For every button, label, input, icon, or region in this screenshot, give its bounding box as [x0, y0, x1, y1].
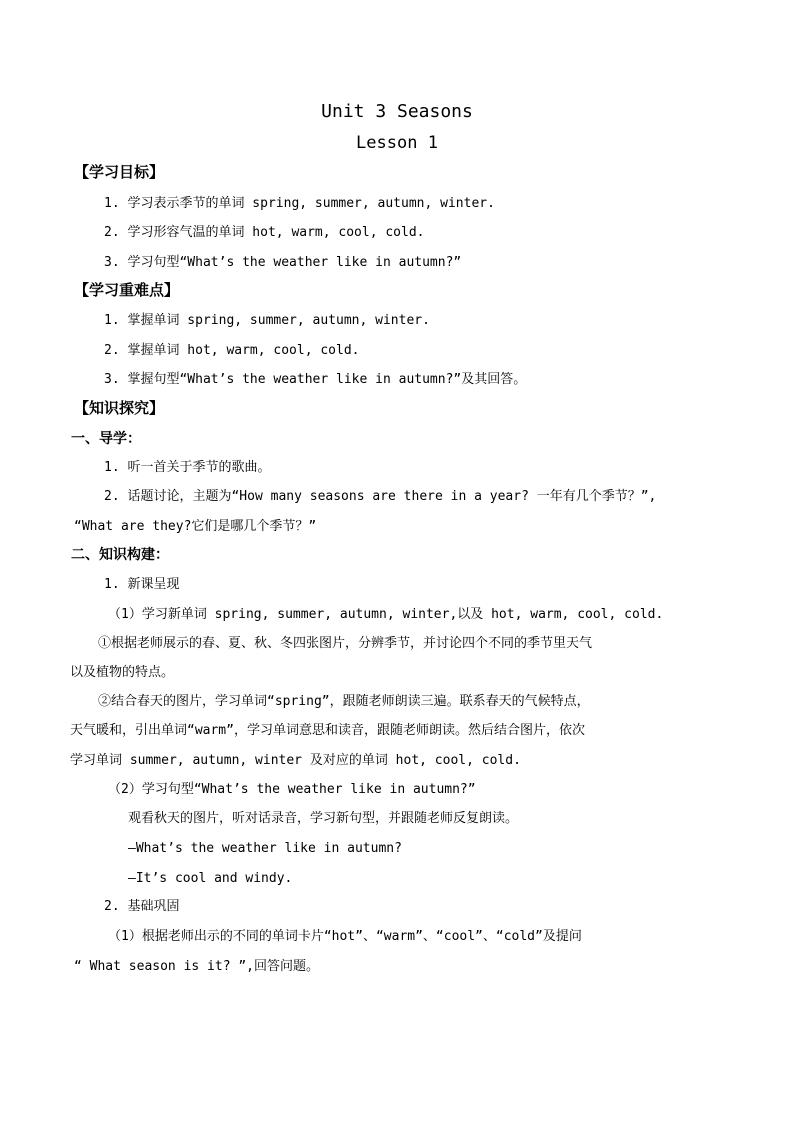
section2-line: （1）学习新单词 spring, summer, autumn, winter,以及 hot, warm, cool, cold. — [108, 607, 664, 622]
goal-item: 2. 学习形容气温的单词 hot, warm, cool, cold. — [104, 225, 425, 240]
section2-line: 1. 新课呈现 — [104, 577, 180, 592]
goals-heading: 【学习目标】 — [74, 163, 165, 181]
section2-line: 2. 基础巩固 — [104, 899, 180, 914]
goal-item: 3. 学习句型“What’s the weather like in autumn?” — [104, 255, 462, 270]
section1-item: 2. 话题讨论，主题为“How many seasons are there in a year? 一年有几个季节？”, — [104, 489, 657, 504]
section2-line: 学习单词 summer, autumn, winter 及对应的单词 hot, cool, cold. — [70, 753, 521, 768]
document-title: Unit 3 Seasons — [321, 101, 473, 122]
keypoint-item: 2. 掌握单词 hot, warm, cool, cold. — [104, 343, 360, 358]
section2-line: （2）学习句型“What’s the weather like in autumn?” — [108, 782, 476, 797]
section2-line: 观看秋天的图片，听对话录音，学习新句型，并跟随老师反复朗读。 — [128, 811, 519, 826]
keypoint-item: 1. 掌握单词 spring, summer, autumn, winter. — [104, 313, 430, 328]
section2-line: ②结合春天的图片，学习单词“spring”，跟随老师朗读三遍。联系春天的气候特点， — [98, 694, 590, 709]
section1-item: “What are they?它们是哪几个季节？” — [74, 519, 317, 534]
section2-line: 以及植物的特点。 — [70, 665, 175, 680]
section2-line: —It’s cool and windy. — [128, 871, 293, 886]
lesson-subtitle: Lesson 1 — [356, 133, 438, 153]
section2-line: ①根据老师展示的春、夏、秋、冬四张图片，分辨季节，并讨论四个不同的季节里天气 — [98, 636, 593, 651]
section2-line: （1）根据老师出示的不同的单词卡片“hot”、“warm”、“cool”、“cold”及提问 — [108, 929, 582, 944]
section2-line: —What’s the weather like in autumn? — [128, 841, 402, 856]
section1-heading: 一、导学： — [71, 431, 141, 447]
section2-line: 天气暖和，引出单词“warm”，学习单词意思和读音，跟随老师朗读。然后结合图片，依次 — [70, 723, 585, 738]
goal-item: 1. 学习表示季节的单词 spring, summer, autumn, winter. — [104, 196, 495, 211]
section2-line: “ What season is it? ”,回答问题。 — [74, 959, 320, 974]
section2-heading: 二、知识构建： — [71, 547, 169, 563]
keypoint-item: 3. 掌握句型“What’s the weather like in autumn?”及其回答。 — [104, 372, 527, 387]
explore-heading: 【知识探究】 — [74, 399, 165, 417]
section1-item: 1. 听一首关于季节的歌曲。 — [104, 460, 271, 475]
keypoints-heading: 【学习重难点】 — [74, 281, 180, 299]
